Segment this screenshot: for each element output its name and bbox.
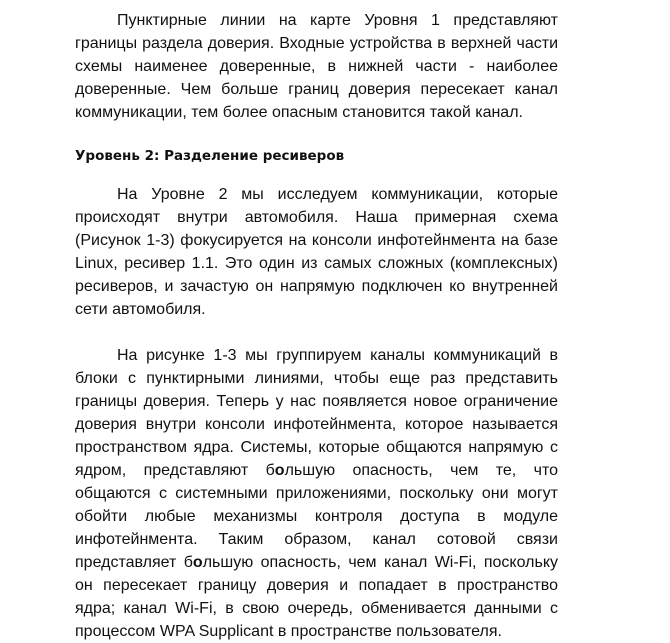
text-segment: льшую опасность, чем канал Wi-Fi, поскольку он пересекает границу доверия и попадает в пространство ядра; канал Wi-Fi, в свою очередь, обменивается данными с процессом WPA Supplicant в пространстве пользователя. xyxy=(75,554,558,640)
paragraph-trust-boundaries: Пунктирные линии на карте Уровня 1 представляют границы раздела доверия. Входные устройства в верхней части схемы наименее доверенные, в нижней части - наиболее доверенные. Чем больше границ доверия пересекает канал коммуникации, тем более опасным становится такой канал. xyxy=(75,12,558,121)
stress-mark: о xyxy=(192,554,203,571)
section-heading-level-2: Уровень 2: Разделение ресиверов xyxy=(75,148,345,164)
paragraph-kernel-space xyxy=(75,344,558,643)
text-segment: льшую опасность, чем те, что общаются с системными приложениями, поскольку они могут обойти любые механизмы контроля доступа в модуле инфотейнмента. Таким образом, канал сотовой связи представляет б xyxy=(75,462,559,571)
paragraph-level-2-intro: На Уровне 2 мы исследуем коммуникации, которые происходят внутри автомобиля. Наша примерная схема (Рисунок 1-3) фокусируется на консоли инфотейнмента на базе Linux, ресивер 1.1. Это один из самых сложных (комплексных) ресиверов, и зачастую он напрямую подключен ко внутренней сети автомобиля. xyxy=(75,186,558,318)
stress-mark: о xyxy=(274,462,285,479)
document-page xyxy=(75,9,558,643)
text-segment: На рисунке 1-3 мы группируем каналы коммуникаций в блоки с пунктирными линиями, чтобы еще раз представить границы доверия. Теперь у нас появляется новое ограничение доверия внутри консоли инфотейнмента, которое называется пространством ядра. Системы, которые общаются напрямую с ядром, представляют б xyxy=(75,347,558,479)
